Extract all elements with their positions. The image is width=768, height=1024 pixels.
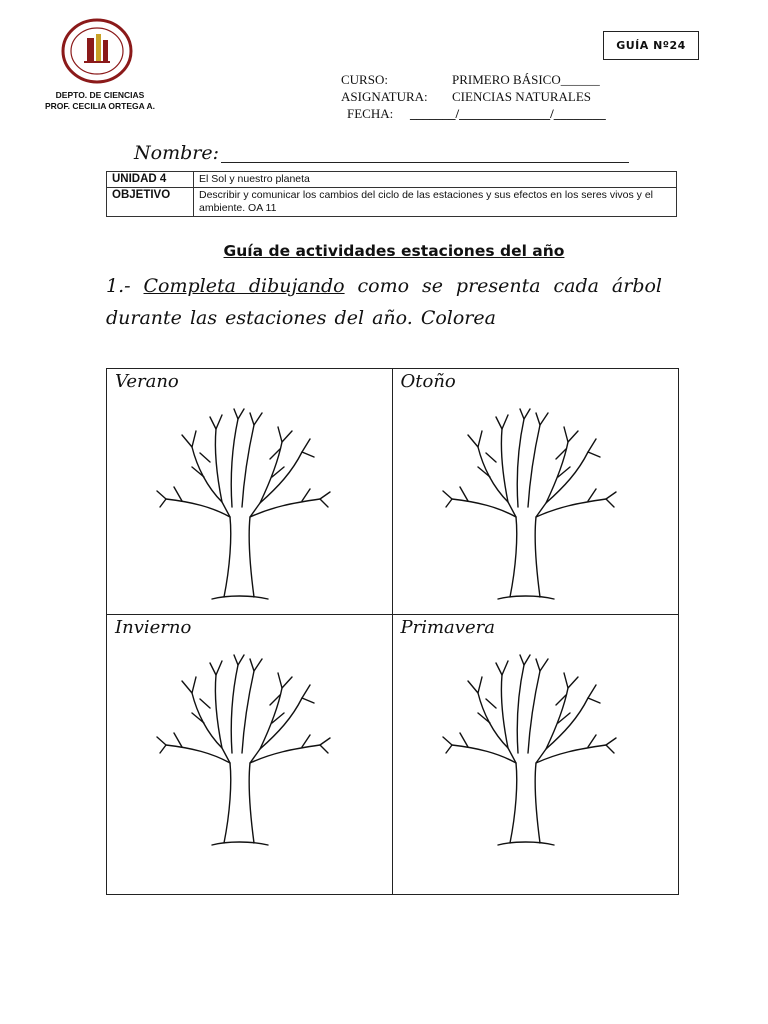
instruction-rest: como se presenta cada árbol durante las estaciones del año. Colorea: [106, 275, 662, 329]
season-cell-invierno[interactable]: [107, 615, 393, 894]
course-value: PRIMERO BÁSICO______: [452, 72, 600, 87]
instruction-number: 1.-: [106, 275, 131, 297]
table-row: [107, 172, 677, 188]
seasons-grid: [106, 368, 679, 895]
season-label: Verano: [115, 371, 179, 392]
bare-tree-icon: [152, 407, 332, 607]
subject-value: CIENCIAS NATURALES: [452, 89, 592, 104]
subject-label: ASIGNATURA:: [341, 89, 428, 104]
unit-table: [106, 171, 677, 217]
bare-tree-icon: [438, 653, 618, 853]
course-label: CURSO:: [341, 72, 388, 87]
season-cell-verano[interactable]: [107, 369, 393, 615]
page-title: Guía de actividades estaciones del año: [223, 242, 565, 260]
objective-value: Describir y comunicar los cambios del ciclo de las estaciones y sus efectos en los seres vivos y el ambiente. OA 11: [194, 188, 677, 217]
season-label: Otoño: [400, 371, 456, 392]
instruction-text: [106, 270, 662, 334]
name-field[interactable]: [221, 162, 629, 163]
unit-key: UNIDAD 4: [107, 172, 194, 188]
guide-number-badge: GUÍA Nº24: [603, 31, 699, 60]
date-label: FECHA:: [347, 106, 394, 121]
season-label: Primavera: [400, 617, 495, 638]
date-field[interactable]: _______/______________/________: [410, 106, 606, 121]
unit-value: El Sol y nuestro planeta: [194, 172, 677, 188]
school-logo-icon: [60, 18, 134, 84]
bare-tree-icon: [152, 653, 332, 853]
department-label: DEPTO. DE CIENCIAS PROF. CECILIA ORTEGA A.: [44, 90, 156, 111]
table-row: [107, 188, 677, 217]
name-label: Nombre:: [134, 142, 219, 164]
season-cell-primavera[interactable]: [393, 615, 679, 894]
objective-key: OBJETIVO: [107, 188, 194, 217]
season-cell-otono[interactable]: [393, 369, 679, 615]
bare-tree-icon: [438, 407, 618, 607]
season-label: Invierno: [115, 617, 192, 638]
instruction-emphasis: Completa dibujando: [143, 275, 345, 297]
